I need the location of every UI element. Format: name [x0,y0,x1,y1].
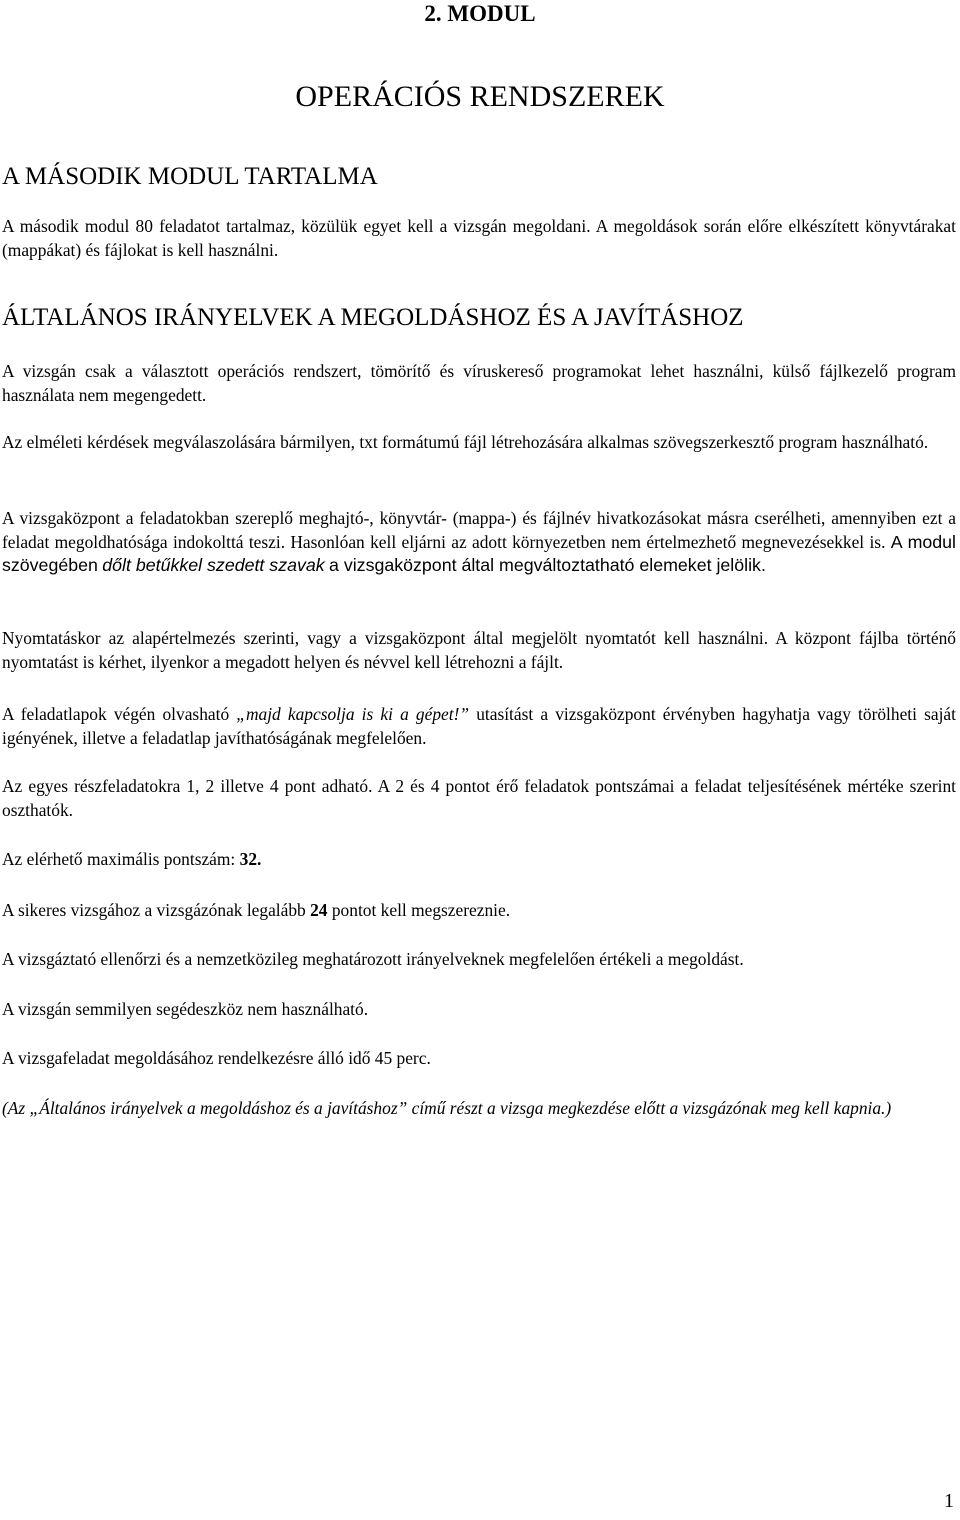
guideline-paragraph-time: A vizsgafeladat megoldásához rendelkezésre álló idő 45 perc. [2,1048,431,1068]
pass-label-a: A sikeres vizsgához a vizsgázónak legalább [2,900,306,920]
page-title: OPERÁCIÓS RENDSZEREK [295,80,665,113]
max-points-value: 32. [239,849,262,869]
guideline-paragraph-evaluation: A vizsgáztató ellenőrzi és a nemzetközileg meghatározott irányelveknek megfelelően értékeli a megoldást. [2,949,744,969]
contents-paragraph: A második modul 80 feladatot tartalmaz, közülük egyet kell a vizsgán megoldani. A megoldások során előre elkészített könyvtárakat (mappákat) és fájlokat is kell használni. [2,216,956,260]
section-heading-guidelines: ÁLTALÁNOS IRÁNYELVEK A MEGOLDÁSHOZ ÉS A JAVÍTÁSHOZ [2,304,744,331]
guideline-paragraph-theory: Az elméleti kérdések megválaszolására bármilyen, txt formátumú fájl létrehozására alkalmas szövegszerkesztő program használható. [2,432,929,452]
max-points-label: Az elérhető maximális pontszám: [2,849,236,869]
guideline-paragraph-replacements [2,507,956,578]
pass-label-b: pontot kell megszereznie. [331,900,511,920]
guideline-paragraph-shutdown [2,703,956,750]
guideline-paragraph-no-aids: A vizsgán semmilyen segédeszköz nem használható. [2,999,369,1019]
shutdown-text-a: A feladatlapok végén olvasható [2,704,230,724]
page-number: 1 [944,1490,954,1512]
guideline-paragraph-software: A vizsgán csak a választott operációs rendszert, tömörítő és víruskereső programokat lehet használni, külső fájlkezelő program használata nem megengedett. [2,361,956,405]
pass-threshold-value: 24 [310,900,328,920]
replacements-note-italic: dőlt betűkkel szedett szavak [102,555,325,575]
guideline-paragraph-max-points [2,848,956,872]
replacements-text: A vizsgaközpont a feladatokban szereplő meghajtó-, könyvtár- (mappa-) és fájlnév hivatkozásokat másra cserélheti, amennyiben ezt a feladat megoldhatósága indokolttá teszi. Hasonlóan kell eljárni az adott környezetben nem értelmezhető megnevezésekkel is. [2,508,956,552]
shutdown-instruction: „majd kapcsolja is ki a gépet!” [236,704,470,724]
replacements-note-a: A modul szövegében [2,531,956,575]
modul-label: 2. MODUL [424,1,536,26]
guideline-paragraph-printing: Nyomtatáskor az alapértelmezés szerinti, vagy a vizsgaközpont által megjelölt nyomtatót kell használni. A központ fájlba történő nyomtatást is kérhet, ilyenkor a megadott helyen és névvel kell létrehozni a fájlt. [2,628,956,672]
guideline-paragraph-points: Az egyes részfeladatokra 1, 2 illetve 4 pont adható. A 2 és 4 pontot érő feladatok pontszámai a feladat teljesítésének mértéke szerint oszthatók. [2,776,956,820]
guideline-paragraph-pass-threshold [2,899,956,923]
section-heading-contents: A MÁSODIK MODUL TARTALMA [2,163,378,190]
guideline-paragraph-note: (Az „Általános irányelvek a megoldáshoz és a javításhoz” című részt a vizsga megkezdése előtt a vizsgázónak meg kell kapnia.) [2,1098,892,1118]
shutdown-text-b: utasítást a vizsgaközpont érvényben hagyhatja vagy törölheti saját igényének, illetve a feladatlap javíthatóságának megfelelően. [2,704,956,748]
replacements-note-b: a vizsgaközpont által megváltoztatható elemeket jelölik. [329,555,766,575]
